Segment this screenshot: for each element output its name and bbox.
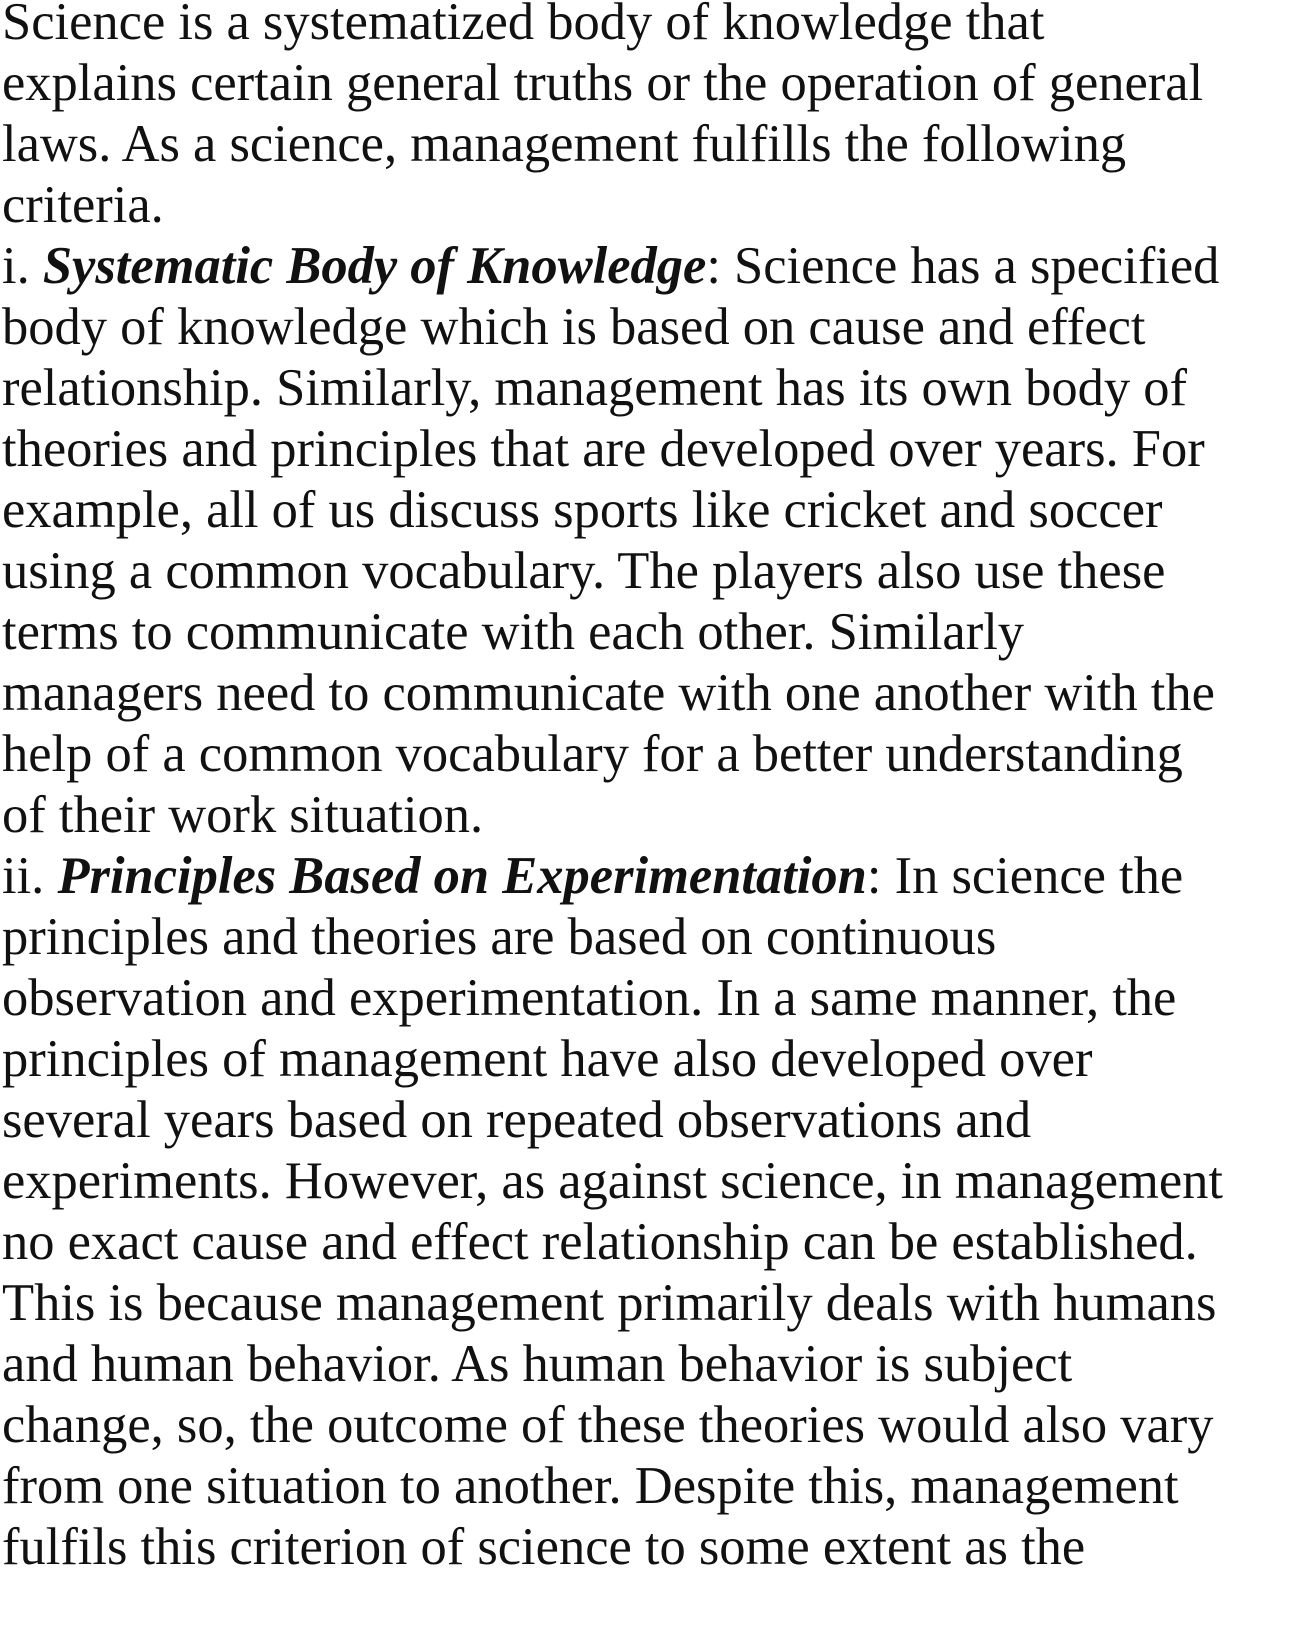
list-marker: i. <box>2 237 43 295</box>
text-line: from one situation to another. Despite this, management <box>2 1457 1179 1515</box>
text-line: example, all of us discuss sports like cricket and soccer <box>2 481 1163 539</box>
list-item-text: : Science has a specified <box>706 237 1220 295</box>
list-item-heading-line <box>2 234 1219 298</box>
text-line: principles and theories are based on continuous <box>2 908 997 966</box>
list-item-text: : In science the <box>866 847 1184 905</box>
text-line: criteria. <box>2 176 164 234</box>
text-line: relationship. Similarly, management has its own body of <box>2 359 1187 417</box>
text-line: observation and experimentation. In a same manner, the <box>2 969 1177 1027</box>
text-line: and human behavior. As human behavior is subject <box>2 1335 1073 1393</box>
text-line: laws. As a science, management fulfills the following <box>2 115 1127 173</box>
text-line: terms to communicate with each other. Similarly <box>2 603 1025 661</box>
text-line: several years based on repeated observations and <box>2 1091 1032 1149</box>
text-line: using a common vocabulary. The players also use these <box>2 542 1166 600</box>
list-item-heading-line <box>2 844 1183 908</box>
list-item-term: Principles Based on Experimentation <box>57 847 867 905</box>
text-line: explains certain general truths or the operation of general <box>2 54 1204 112</box>
text-line: managers need to communicate with one another with the <box>2 664 1215 722</box>
text-line: of their work situation. <box>2 786 484 844</box>
text-line: body of knowledge which is based on cause and effect <box>2 298 1146 356</box>
text-line: Science is a systematized body of knowledge that <box>2 0 1045 51</box>
text-line: no exact cause and effect relationship can be established. <box>2 1213 1198 1271</box>
text-line: fulfils this criterion of science to some extent as the <box>2 1518 1086 1576</box>
text-line: experiments. However, as against science, in management <box>2 1152 1223 1210</box>
text-line: This is because management primarily deals with humans <box>2 1274 1217 1332</box>
list-marker: ii. <box>2 847 58 905</box>
text-line: help of a common vocabulary for a better understanding <box>2 725 1183 783</box>
text-line: change, so, the outcome of these theories would also vary <box>2 1396 1214 1454</box>
text-line: theories and principles that are developed over years. For <box>2 420 1205 478</box>
text-line: principles of management have also developed over <box>2 1030 1093 1088</box>
list-item-term: Systematic Body of Knowledge <box>42 237 707 295</box>
